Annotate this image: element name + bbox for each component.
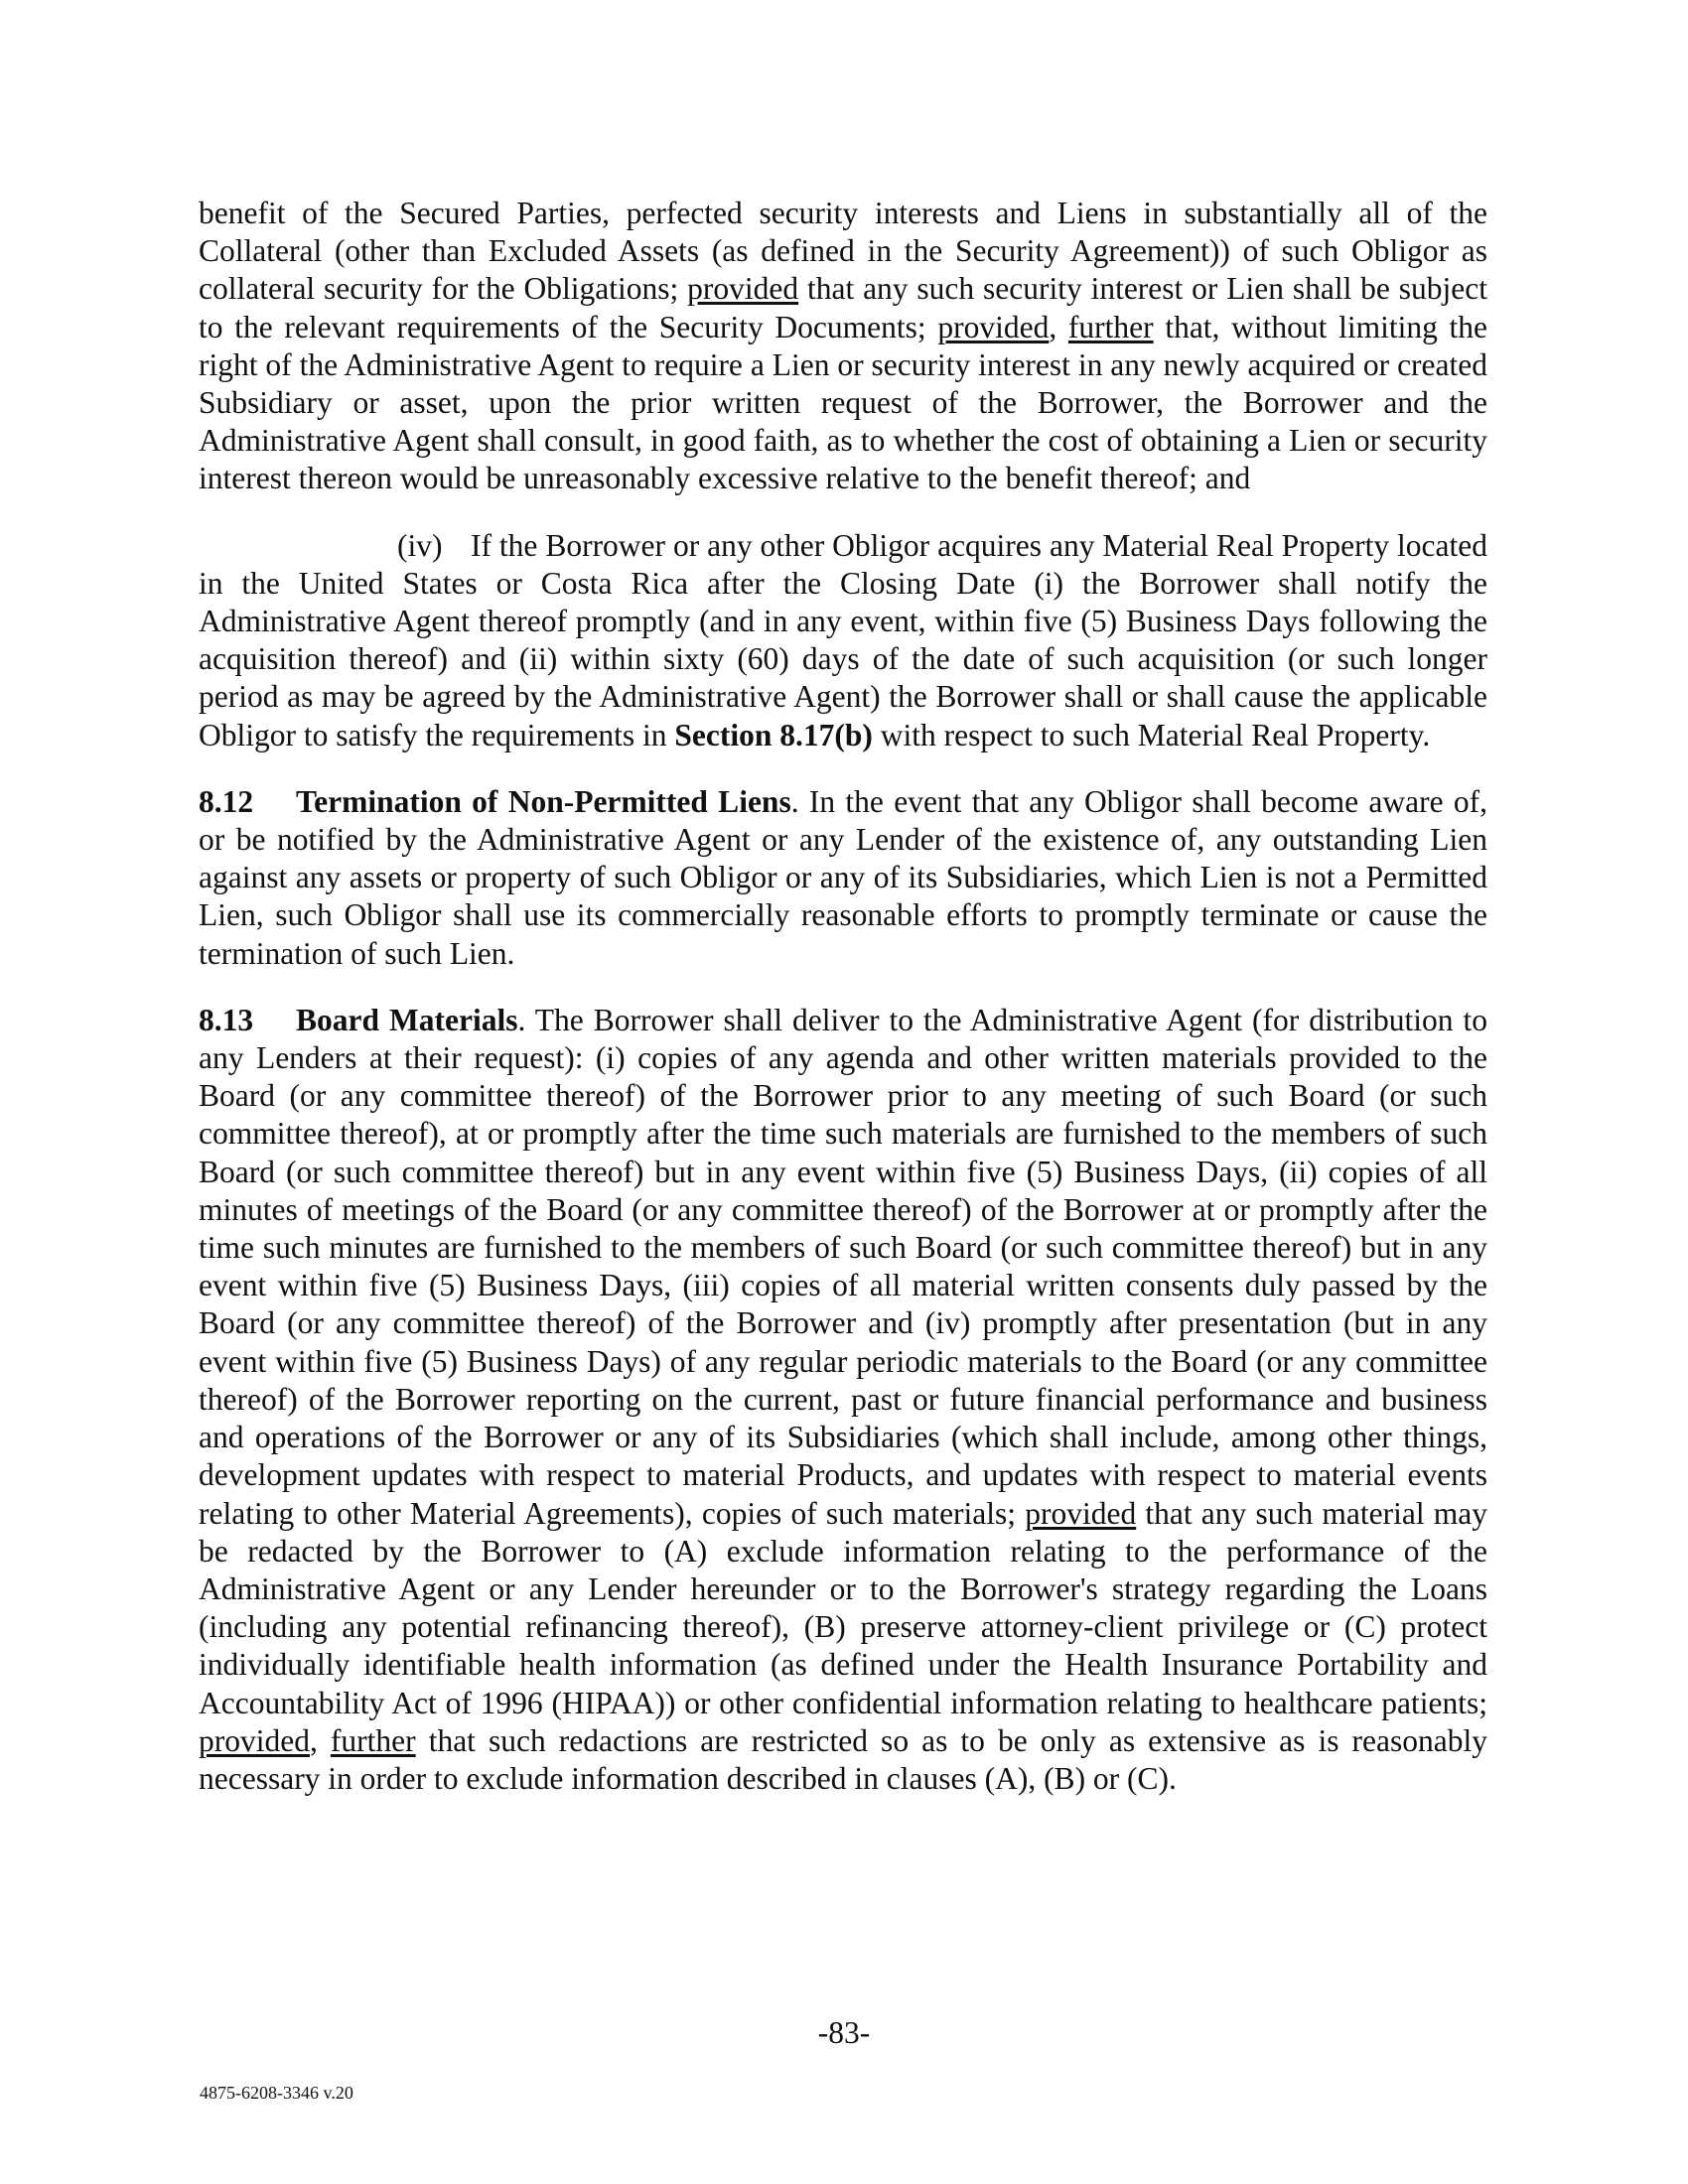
- underlined-term: provided: [199, 1722, 310, 1758]
- paragraph-clause-iv: [199, 527, 1487, 754]
- text-run: that any such material may be redacted by the Borrower to (A) exclude information relating to the performance of the Administrative Agent or any Lender hereunder or to the Borrower's strategy regarding the Loans (including any potential refinancing thereof), (B) preserve attorney-client privilege or (C) protect individually identifiable health information (as defined under the Health Insurance Portability and Accountability Act of 1996 (HIPAA)) or other confidential information relating to healthcare patients;: [199, 1495, 1487, 1720]
- page-number: -83-: [817, 2015, 871, 2050]
- text-run: . The Borrower shall deliver to the Administrative Agent (for distribution to any Lenders at their request): (i) copies of any agenda and other written materials provided to the Board (or any committee thereof) of the Borrower prior to any meeting of such Board (or such committee thereof), at or promptly after the time such materials are furnished to the members of such Board (or such committee thereof) but in any event within five (5) Business Days, (ii) copies of all minutes of meetings of the Board (or any committee thereof) of the Borrower at or promptly after the time such minutes are furnished to the members of such Board (or such committee thereof) but in any event within five (5) Business Days, (iii) copies of all material written consents duly passed by the Board (or any committee thereof) of the Borrower and (iv) promptly after presentation (but in any event within five (5) Business Days) of any regular periodic materials to the Board (or any committee thereof) of the Borrower reporting on the current, past or future financial performance and business and operations of the Borrower or any of its Subsidiaries (which shall include, among other things, development updates with respect to material Products, and updates with respect to material events relating to other Material Agreements), copies of such materials;: [199, 1002, 1487, 1531]
- text-run: with respect to such Material Real Property.: [872, 717, 1431, 752]
- section-number: 8.13: [199, 1002, 254, 1037]
- text-run: that any such security interest or Lien shall be subject to the relevant requirements of the Security Documents;: [199, 271, 1487, 344]
- paragraph-security-interests: [199, 195, 1487, 498]
- section-reference: Section 8.17(b): [674, 717, 873, 752]
- section-heading: Board Materials: [296, 1002, 518, 1037]
- underlined-term: provided: [937, 309, 1050, 344]
- section-8-12: [199, 783, 1487, 973]
- text-run: ,: [1049, 309, 1068, 344]
- clause-number: (iv): [397, 527, 443, 563]
- underlined-term: further: [1067, 309, 1154, 344]
- section-number: 8.12: [199, 783, 254, 819]
- text-run: that, without limiting the right of the Administrative Agent to require a Lien or security interest in any newly acquired or created Subsidiary or asset, upon the prior written request of the Borrower, the Borrower and the Administrative Agent shall consult, in good faith, as to whether the cost of obtaining a Lien or security interest thereon would be unreasonably excessive relative to the benefit thereof; and: [199, 309, 1488, 496]
- text-run: ,: [309, 1722, 331, 1758]
- section-8-13: [199, 1002, 1487, 1798]
- text-run: that such redactions are restricted so as to be only as extensive as is reasonably necessary in order to exclude information described in clauses (A), (B) or (C).: [199, 1722, 1487, 1796]
- underlined-term: provided: [1025, 1495, 1137, 1531]
- text-run: If the Borrower or any other Obligor acquires any Material Real Property located in the United States or Costa Rica after the Closing Date (i) the Borrower shall notify the Administrative Agent thereof promptly (and in any event, within five (5) Business Days following the acquisition thereof) and (ii) within sixty (60) days of the date of such acquisition (or such longer period as may be agreed by the Administrative Agent) the Borrower shall or shall cause the applicable Obligor to satisfy the requirements in: [199, 527, 1487, 752]
- document-id: 4875-6208-3346 v.20: [200, 2083, 353, 2103]
- section-heading: Termination of Non-Permitted Liens: [296, 783, 791, 819]
- underlined-term: provided: [687, 271, 799, 307]
- underlined-term: further: [330, 1722, 416, 1758]
- text-run: benefit of the Secured Parties, perfected security interests and Liens in substantially all of the Collateral (other than Excluded Assets (as defined in the Security Agreement)) of such Obligor as collateral security for the Obligations;: [199, 196, 1487, 307]
- text-run: . In the event that any Obligor shall become aware of, or be notified by the Administrative Agent or any Lender of the existence of, any outstanding Lien against any assets or property of such Obligor or any of its Subsidiaries, which Lien is not a Permitted Lien, such Obligor shall use its commercially reasonable efforts to promptly terminate or cause the termination of such Lien.: [199, 783, 1487, 971]
- page-body: [199, 195, 1487, 1798]
